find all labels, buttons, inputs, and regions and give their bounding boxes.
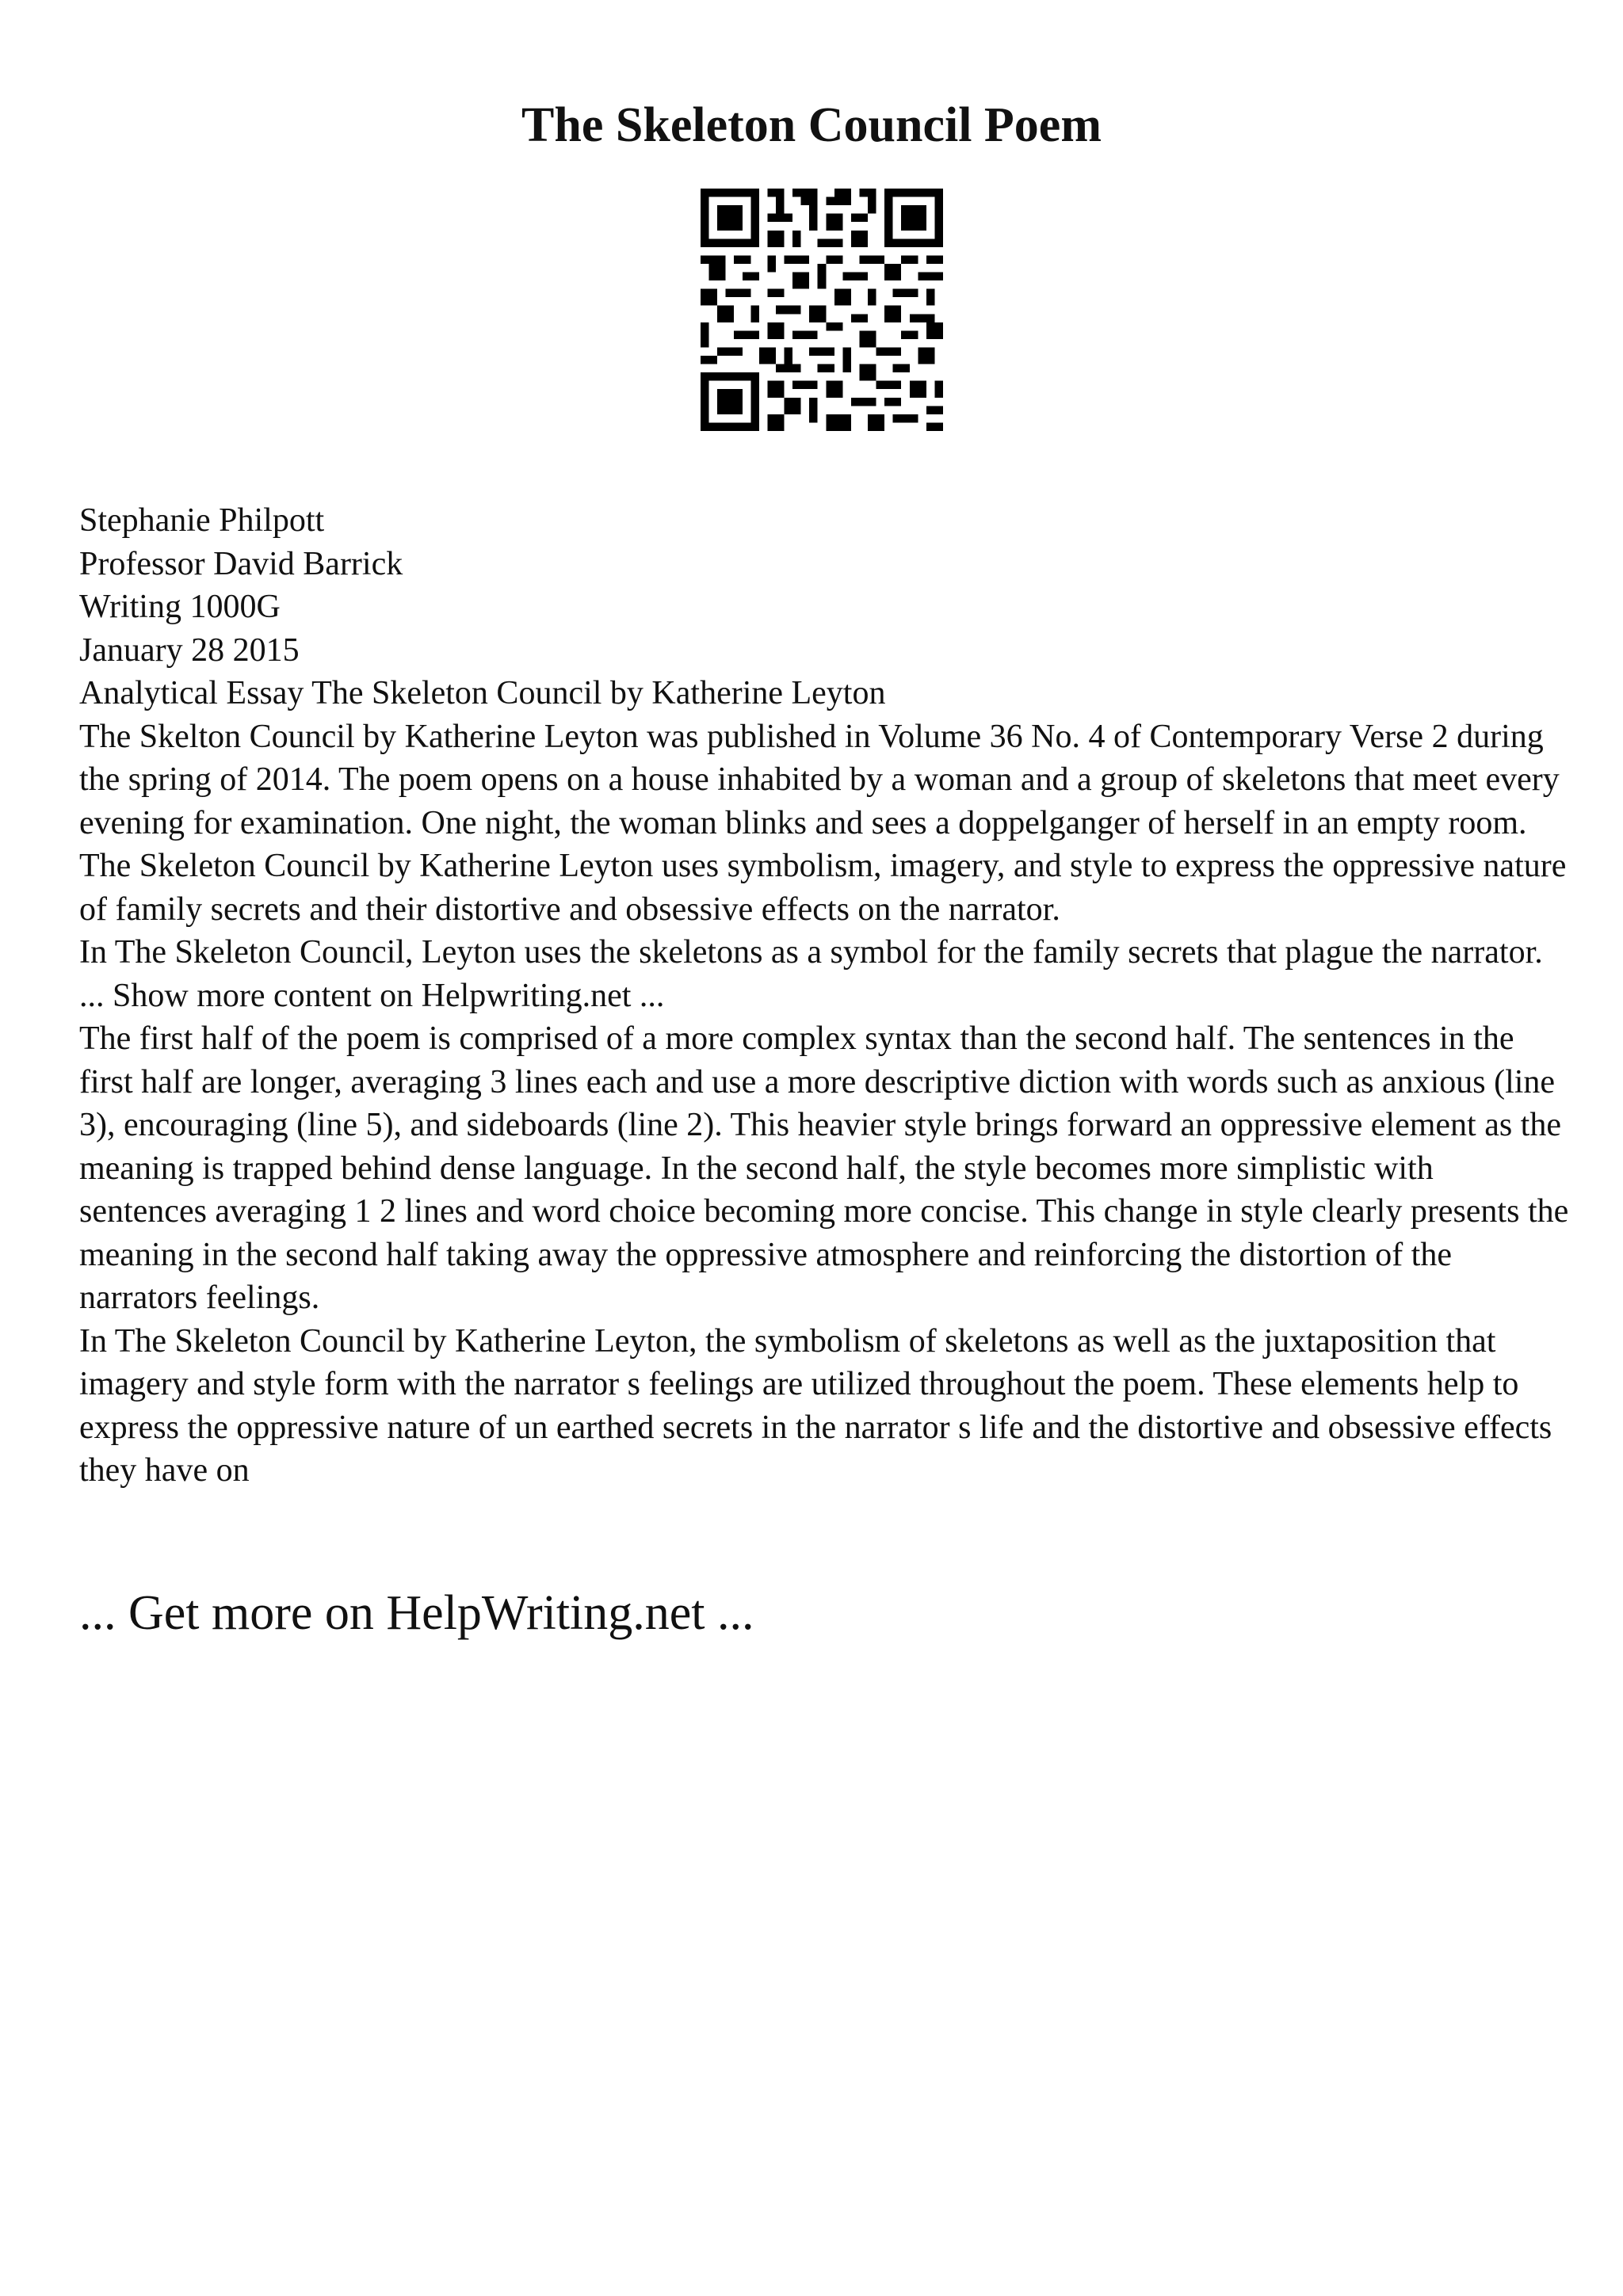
essay-date: January 28 2015 [79,631,300,669]
paragraph: The first half of the poem is comprised of a more complex syntax than the second half. The sentences in the first half are longer, averaging 3 lines each and use a more descriptive diction with words such as anxious (line 3), encouraging (line 5), and sideboards (line 2). This heavier style brings forward an oppressive element as the meaning is trapped behind dense language. In the second half, the style becomes more simplistic with sentences averaging 1 2 lines and word choice becoming more concise. This change in style clearly presents the meaning in the second half taking away the oppressive atmosphere and reinforcing the distortion of the narrators feelings. [79,1020,1569,1316]
document-title: The Skeleton Council Poem [521,98,1102,152]
essay-title: Analytical Essay The Skeleton Council by Katherine Leyton [79,675,886,711]
professor-name: Professor David Barrick [79,545,403,582]
paragraph: The Skelton Council by Katherine Leyton was published in Volume 36 No. 4 of Contemporary Verse 2 during the spring of 2014. The poem opens on a house inhabited by a woman and a group of skeletons that meet every evening for examination. One night, the woman blinks and sees a doppelganger of herself in an empty room. The Skeleton Council by Katherine Leyton uses symbolism, imagery, and style to express the oppressive nature of family secrets and their distortive and obsessive effects on the narrator. [79,718,1567,928]
paragraph: In The Skeleton Council, Leyton uses the skeletons as a symbol for the family secrets that plague the narrator. ... Show more content on Helpwriting.net ... [79,934,1543,1014]
paragraph: In The Skeleton Council by Katherine Leyton, the symbolism of skeletons as well as the juxtaposition that imagery and style form with the narrator s feelings are utilized throughout the poem. These elements help to express the oppressive nature of un earthed secrets in the narrator s life and the distortive and obsessive effects they have on [79,1322,1552,1489]
essay-body [79,499,1569,1493]
course-name: Writing 1000G [79,589,281,625]
qr-code-icon [701,189,943,431]
author-name: Stephanie Philpott [79,502,325,539]
get-more-link[interactable]: ... Get more on HelpWriting.net ... [79,1586,754,1640]
